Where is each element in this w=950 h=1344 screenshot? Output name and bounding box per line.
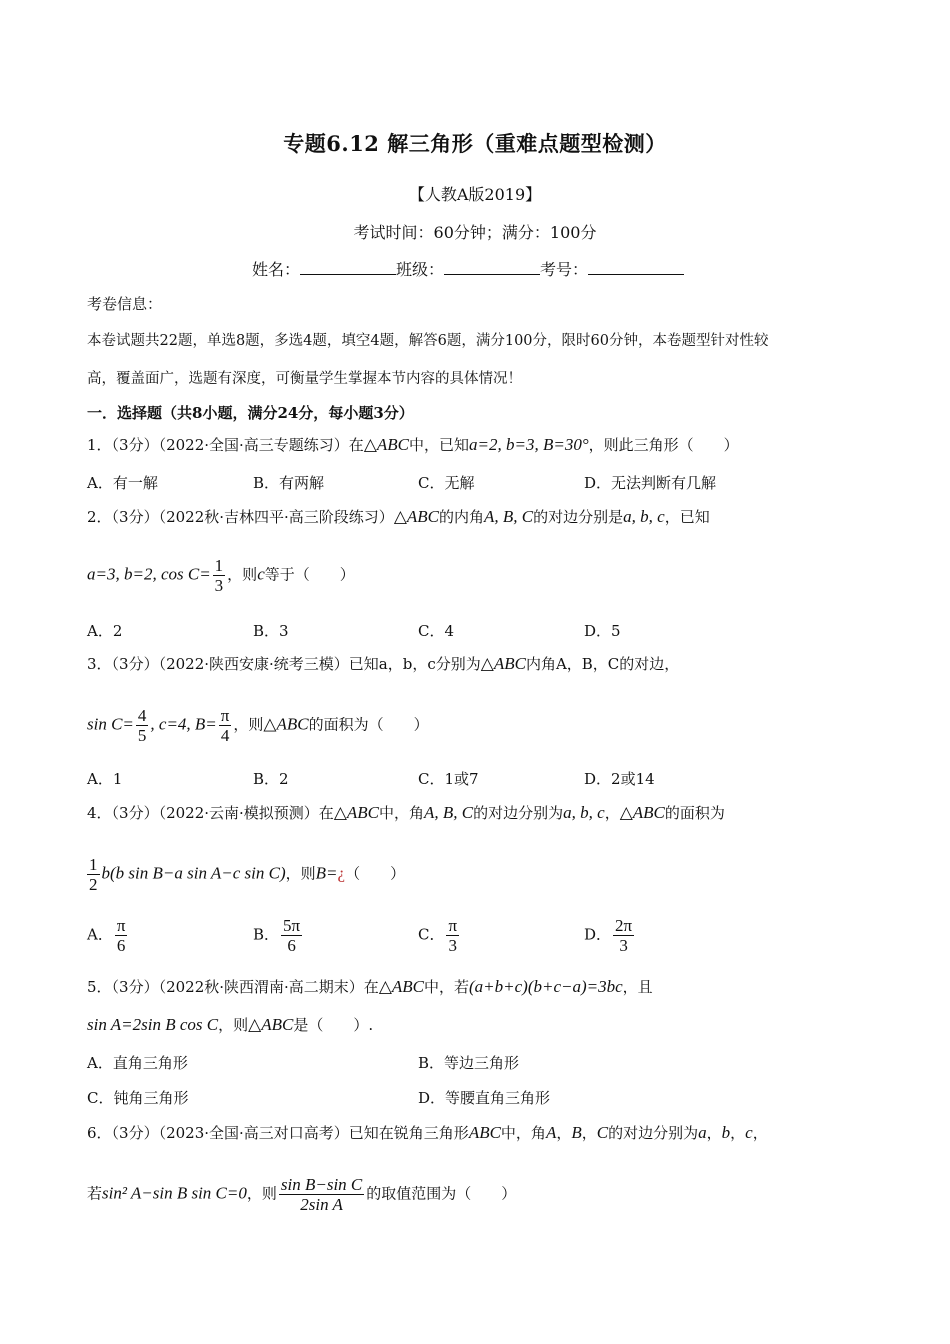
q4-prefix: 4．（3分）（2022·云南·模拟预测）在: [87, 804, 334, 822]
q2-line2-suffix: 等于（ ）: [264, 565, 355, 584]
q6-angle-b: B: [571, 1123, 582, 1142]
id-blank[interactable]: [588, 260, 684, 275]
q6-side-a: a: [698, 1123, 707, 1142]
class-label: 班级：: [396, 260, 445, 279]
info-line-1: 本卷试题共22题，单选8题，多选4题，填空4题，解答6题，满分100分，限时60分钟，本卷题型针对性较: [87, 333, 769, 349]
info-heading: 考卷信息：: [87, 295, 163, 313]
q3-suffix: 内角A，B，C的对边，: [525, 655, 680, 673]
q4-option-d-fraction: [613, 916, 634, 955]
question-6-line-2: [87, 1175, 516, 1214]
q3-option-a[interactable]: A．1: [87, 770, 123, 788]
q4-option-d[interactable]: [584, 916, 636, 955]
question-5-line-2: [87, 1014, 373, 1035]
q6-prefix: 6．（3分）（2023·全国·高三对口高考）已知在锐角三角形: [87, 1124, 469, 1142]
q4-angles: A, B, C: [424, 803, 474, 822]
class-blank[interactable]: [444, 260, 540, 275]
q2-suffix: ，已知: [664, 508, 710, 526]
q2-option-d[interactable]: D．5: [584, 622, 621, 640]
q6-side-b: b: [721, 1123, 731, 1142]
q5-triangle: △ABC: [378, 977, 424, 996]
q3-triangle-2: △ABC: [263, 714, 309, 734]
question-3: [87, 653, 679, 674]
q1-condition: a=2, b=3, B=30°: [469, 435, 589, 454]
q2-frac-den: 3: [214, 576, 224, 595]
q6-sep1: ，: [556, 1124, 572, 1142]
q5-option-b[interactable]: B．等边三角形: [418, 1054, 520, 1072]
question-6: [87, 1122, 768, 1143]
q3-option-b[interactable]: B．2: [253, 770, 289, 788]
q4-triangle-2: △ABC: [619, 803, 665, 822]
q3-frac2-num: π: [220, 706, 230, 725]
q5-prefix: 5．（3分）（2022秋·陕西渭南·高二期末）在: [87, 978, 379, 996]
q6-line2-suffix: 的取值范围为（ ）: [366, 1184, 517, 1203]
q4-option-b-den: 6: [287, 936, 296, 955]
name-blank[interactable]: [300, 260, 396, 275]
q6-line2-mid: ，则: [246, 1184, 277, 1203]
name-label: 姓名：: [252, 260, 301, 279]
q3-sin-c: sin C=: [87, 714, 134, 734]
q4-expression: b(b sin B−a sin A−c sin C): [101, 863, 286, 883]
q6-sep3: ，: [706, 1124, 722, 1142]
q3-fraction-2: [219, 706, 232, 745]
q3-prefix: 3．（3分）（2022·陕西安康·统考三模）已知a，b，c分别为: [87, 655, 481, 673]
q3-line2-mid: ，则: [233, 715, 264, 734]
q1-mid: 中，已知: [409, 436, 470, 454]
q4-option-d-num: 2π: [615, 916, 633, 935]
q4-option-a-fraction: [115, 916, 128, 955]
q4-mid: 中，角: [379, 804, 425, 822]
q6-frac-den: 2sin A: [300, 1195, 343, 1214]
q3-option-d[interactable]: D．2或14: [584, 770, 655, 788]
question-1: [87, 434, 739, 455]
q2-option-a[interactable]: A．2: [87, 622, 123, 640]
q2-triangle: △ABC: [393, 507, 439, 526]
q4-question-glyph: ¿: [337, 863, 346, 883]
q2-mid2: 的对边分别是: [533, 508, 624, 526]
q4-option-b-label: B．: [253, 925, 280, 944]
question-3-line-2: [87, 706, 429, 745]
q4-line2-suffix: （ ）: [345, 864, 406, 883]
q4-option-a-den: 6: [116, 936, 126, 955]
q6-mid: 中，角: [500, 1124, 546, 1142]
q6-sep4: ，: [730, 1124, 746, 1142]
q4-triangle: △ABC: [333, 803, 379, 822]
q4-mid2: 的对边分别为: [473, 804, 564, 822]
q4-sides: a, b, c: [563, 803, 605, 822]
question-4: [87, 802, 725, 823]
q4-option-c-num: π: [448, 916, 458, 935]
q6-condition: sin² A−sin B sin C=0: [102, 1183, 247, 1203]
q5-condition: (a+b+c)(b+c−a)=3bc: [469, 977, 623, 996]
q5-option-d[interactable]: D．等腰直角三角形: [418, 1089, 551, 1107]
q4-option-b-fraction: [281, 916, 302, 955]
question-4-line-2: [85, 855, 405, 894]
q3-frac1-den: 5: [137, 726, 147, 745]
q3-triangle: △ABC: [480, 654, 526, 673]
exam-time: 考试时间：60分钟；满分：100分: [353, 223, 597, 242]
id-label: 考号：: [540, 260, 589, 279]
q4-option-c-den: 3: [448, 936, 458, 955]
q6-frac-num: sin B−sin C: [280, 1175, 363, 1194]
q3-line2-suffix: 的面积为（ ）: [308, 715, 429, 734]
section-heading: 一．选择题（共8小题，满分24分，每小题3分）: [87, 404, 414, 422]
q2-var: c: [257, 564, 265, 584]
question-2-line-2: [87, 556, 355, 595]
q2-sides: a, b, c: [623, 507, 665, 526]
q2-condition: a=3, b=2, cos C=: [87, 564, 211, 584]
q5-line2-mid: ，则: [218, 1016, 249, 1034]
q4-frac-num: 1: [89, 855, 98, 874]
q6-angle-c: C: [596, 1123, 609, 1142]
q6-line2-prefix: 若: [87, 1184, 103, 1203]
q5-triangle-2: △ABC: [248, 1015, 294, 1034]
q2-fraction: [213, 556, 226, 595]
q4-option-c-label: C．: [418, 925, 445, 944]
q1-option-a[interactable]: A．有一解: [87, 474, 158, 492]
q1-suffix: ，则此三角形（ ）: [588, 436, 739, 454]
edition-label: 【人教A版2019】: [408, 185, 542, 204]
q4-line2-mid: ，则: [285, 864, 316, 883]
q1-option-b[interactable]: B．有两解: [253, 474, 325, 492]
q4-mid3: ，: [604, 804, 620, 822]
q3-fraction-1: [136, 706, 149, 745]
q2-mid: 的内角: [439, 508, 485, 526]
info-line-2: 高，覆盖面广，选题有深度，可衡量学生掌握本节内容的具体情况！: [87, 371, 522, 387]
question-2: [87, 506, 710, 527]
q5-mid: 中，若: [424, 978, 470, 996]
q3-frac1-num: 4: [137, 706, 147, 725]
q4-option-a[interactable]: [87, 916, 129, 955]
q1-option-d[interactable]: D．无法判断有几解: [584, 474, 717, 492]
q1-option-c[interactable]: C．无解: [418, 474, 475, 492]
question-5: [87, 976, 653, 997]
q5-suffix: ，且: [622, 978, 653, 996]
q5-option-c[interactable]: C．钝角三角形: [87, 1089, 189, 1107]
q6-triangle: ABC: [468, 1123, 501, 1142]
q6-side-c: c: [745, 1123, 753, 1142]
q6-angle-a: A: [545, 1123, 557, 1142]
q3-option-c[interactable]: C．1或7: [418, 770, 479, 788]
q6-suffix: ，: [752, 1124, 768, 1142]
q2-prefix: 2．（3分）（2022秋·吉林四平·高三阶段练习）: [87, 508, 394, 526]
q4-suffix: 的面积为: [664, 804, 725, 822]
q4-option-c[interactable]: [418, 916, 461, 955]
q4-option-b[interactable]: [253, 916, 304, 955]
q4-option-d-den: 3: [619, 936, 628, 955]
q3-frac2-den: 4: [220, 726, 230, 745]
q3-c-b: , c=4, B=: [150, 714, 217, 734]
q6-mid2: 的对边分别为: [608, 1124, 699, 1142]
q1-prefix: 1．（3分）（2022·全国·高三专题练习）在: [87, 436, 364, 454]
q4-option-d-label: D．: [584, 925, 612, 944]
q5-option-a[interactable]: A．直角三角形: [87, 1054, 188, 1072]
q4-option-b-num: 5π: [283, 916, 301, 935]
q4-frac-den: 2: [89, 875, 98, 894]
q1-triangle: △ABC: [363, 435, 409, 454]
q5-line2-suffix: 是（ ）.: [293, 1016, 374, 1034]
q2-line2-mid: ，则: [227, 565, 258, 584]
q2-option-c[interactable]: C．4: [418, 622, 455, 640]
q5-condition-2: sin A=2sin B cos C: [87, 1015, 219, 1034]
q4-option-a-num: π: [116, 916, 126, 935]
q2-frac-num: 1: [214, 556, 224, 575]
q6-fraction: [279, 1175, 364, 1214]
q4-option-a-label: A．: [87, 925, 113, 944]
q2-angles: A, B, C: [484, 507, 534, 526]
page-title: 专题6.12 解三角形（重难点题型检测）: [283, 131, 667, 156]
q4-option-c-fraction: [446, 916, 459, 955]
student-info-line: [252, 257, 684, 280]
q2-option-b[interactable]: B．3: [253, 622, 289, 640]
q4-var: B=: [315, 863, 338, 883]
q6-sep2: ，: [581, 1124, 597, 1142]
q4-fraction: [87, 855, 100, 894]
